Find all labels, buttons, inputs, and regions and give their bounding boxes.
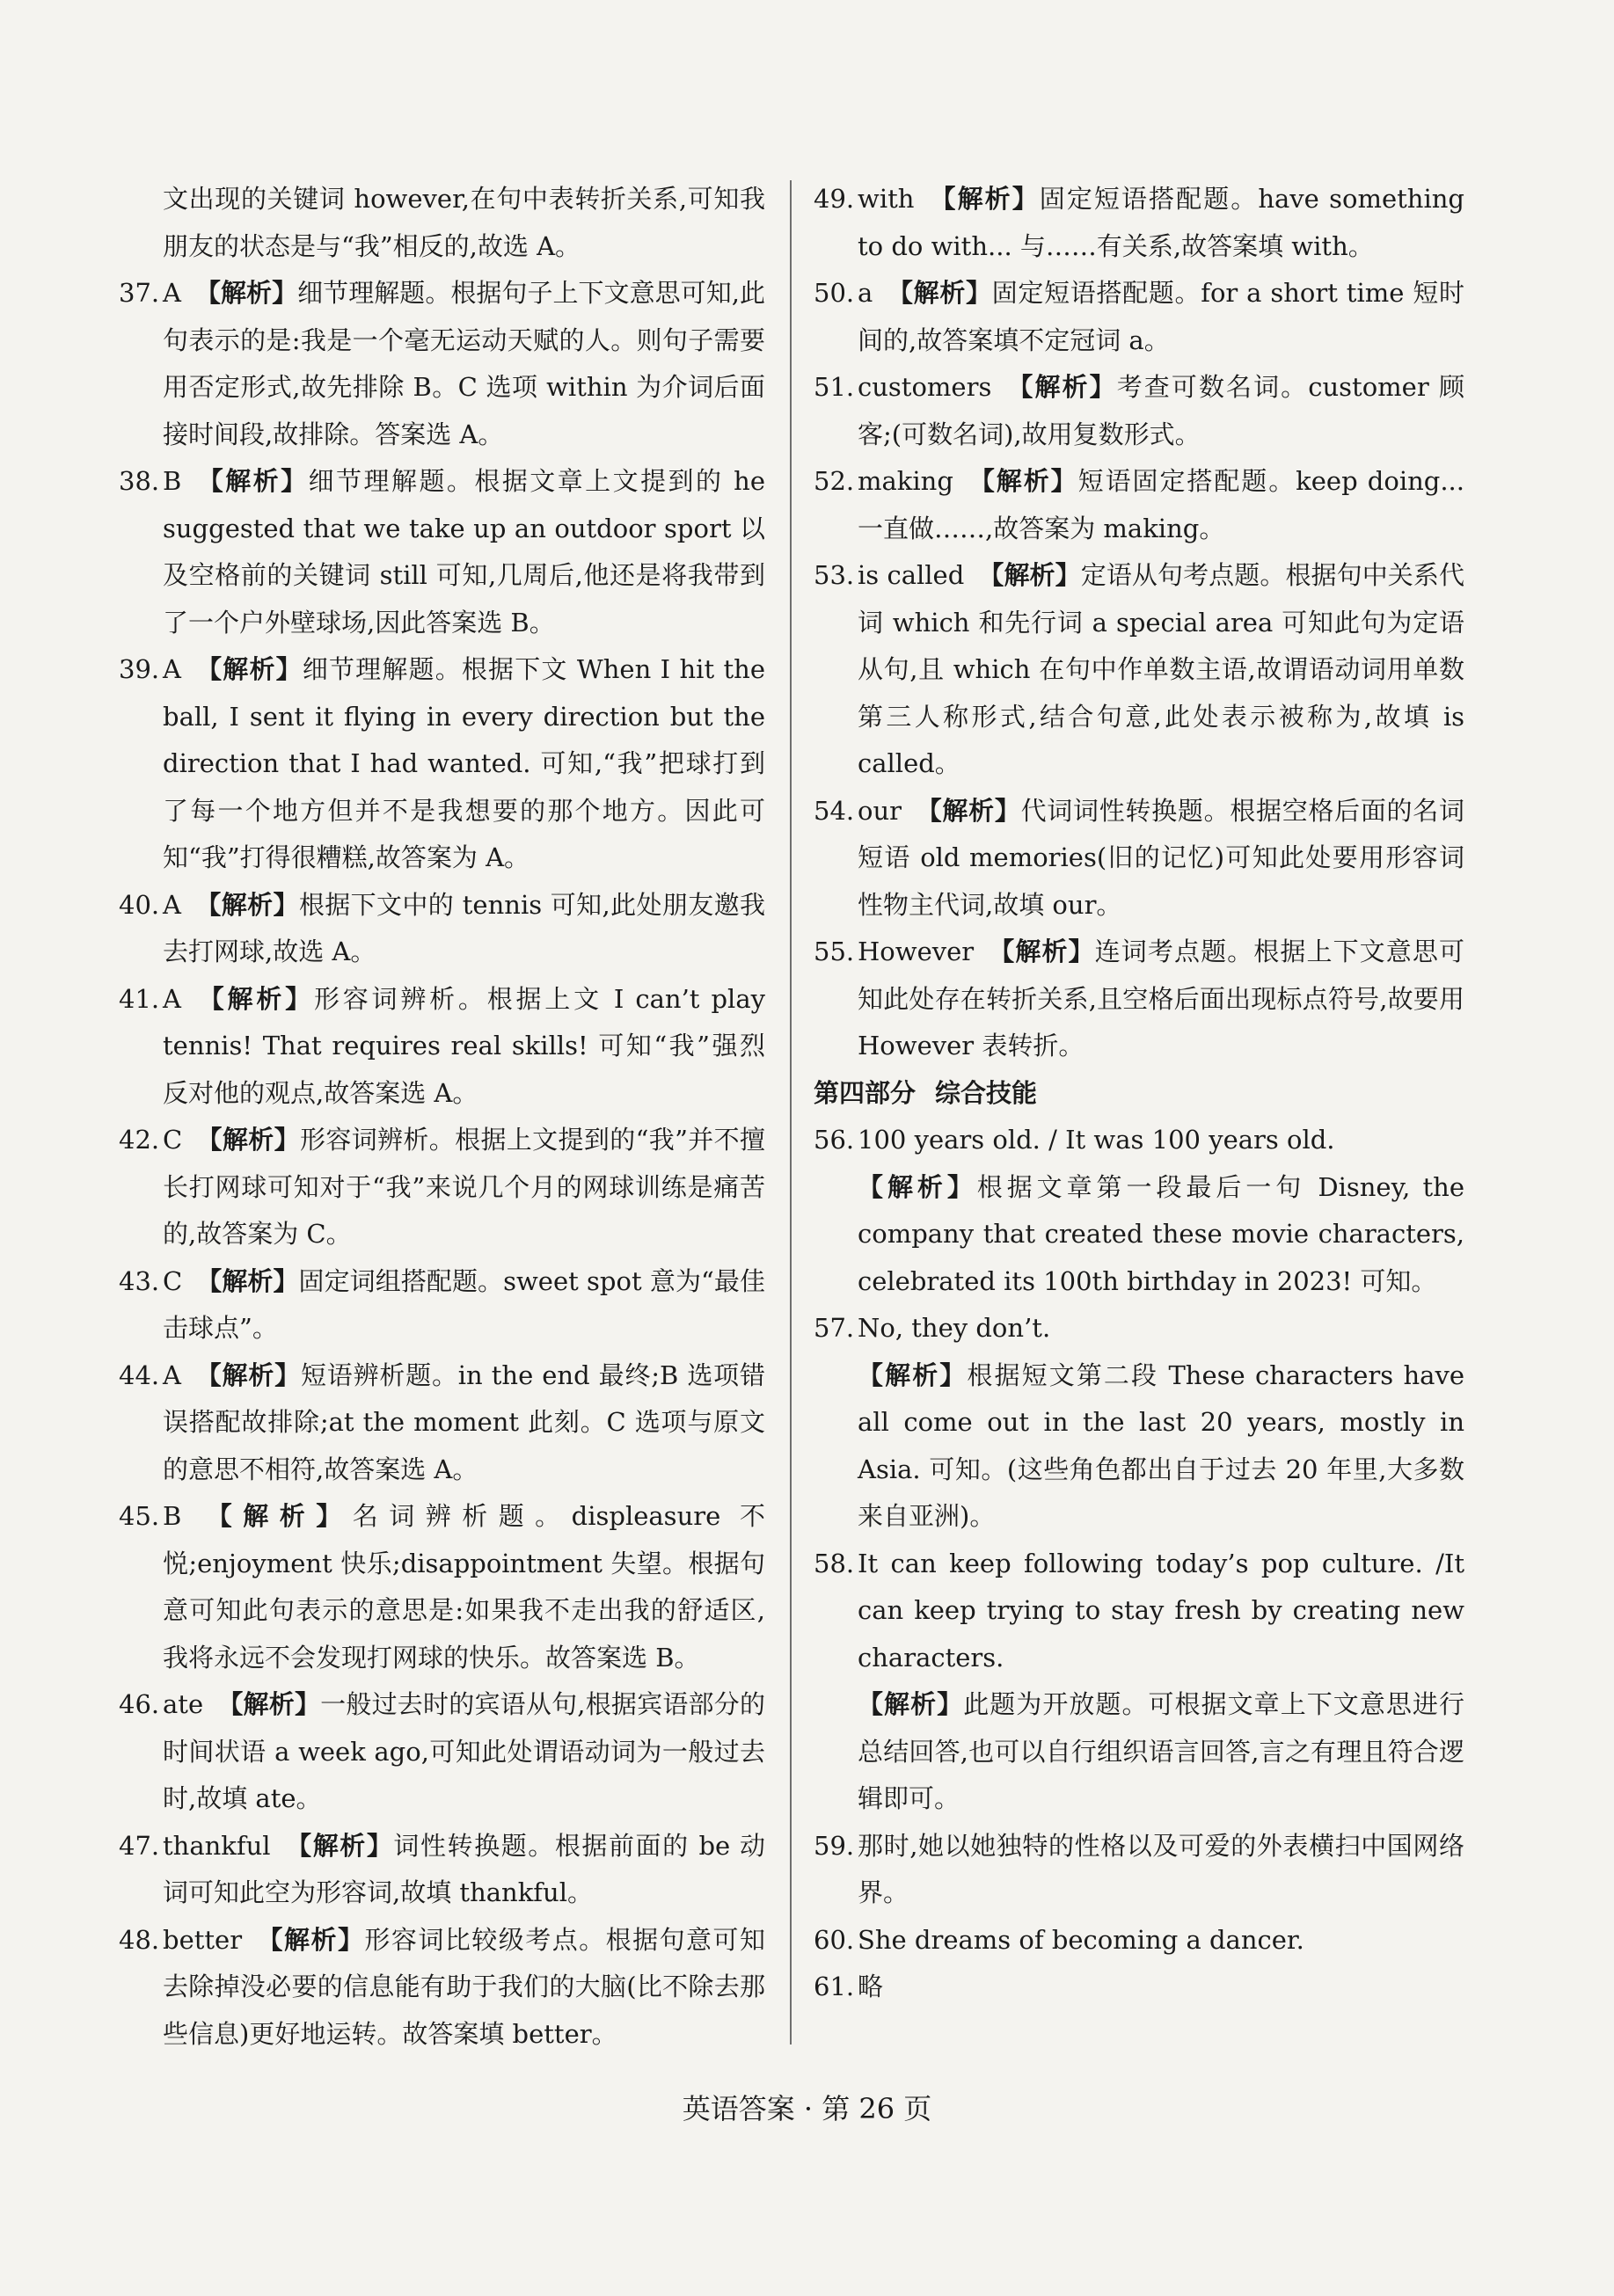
entry-46: 46. ate 【解析】一般过去时的宾语从句,根据宾语部分的时间状语 a week ago,可知此处谓语动词为一般过去时,故填 ate。 [119,1689,765,1813]
entry-40: 40. A 【解析】根据下文中的 tennis 可知,此处朋友邀我去打网球,故选 A。 [119,889,765,966]
entry-51: 51. customers 【解析】考查可数名词。customer 顾客;(可数名词),故用复数形式。 [814,372,1464,449]
entry-52: 52. making 【解析】短语固定搭配题。keep doing... 一直做……,故答案为 making。 [814,466,1464,543]
entry-49: 49. with 【解析】固定短语搭配题。have something to do with... 与……有关系,故答案填 with。 [814,184,1464,261]
left-column [119,176,765,2058]
entry-37: 37. A 【解析】细节理解题。根据句子上下文意思可知,此句表示的是:我是一个毫无运动天赋的人。则句子需要用否定形式,故先排除 B。C 选项 within 为介词后面接时间段,故排除。答案选 A。 [119,278,765,449]
entry-59: 59. 那时,她以她独特的性格以及可爱的外表横扫中国网络界。 [814,1830,1464,1907]
entry-58: 58. It can keep following today’s pop culture. /It can keep trying to stay fresh by creating new characters. [814,1548,1464,1673]
entry-42: 42. C 【解析】形容词辨析。根据上文提到的“我”并不擅长打网球可知对于“我”来说几个月的网球训练是痛苦的,故答案为 C。 [119,1125,765,1249]
entry-57: 57. No, they don’t. [814,1313,1051,1343]
entry-61: 61. 略 [814,1972,884,2001]
entry-44: 44. A 【解析】短语辨析题。in the end 最终;B 选项错误搭配故排除;at the moment 此刻。C 选项与原文的意思不相符,故答案选 A。 [119,1359,765,1484]
entry-47: 47. thankful 【解析】词性转换题。根据前面的 be 动词可知此空为形容词,故填 thankful。 [119,1830,765,1907]
entry-55: 55. However 【解析】连词考点题。根据上下文意思可知此处存在转折关系,且空格后面出现标点符号,故要用 However 表转折。 [814,937,1464,1061]
entry-45: 45. B 【解析】名词辨析题。displeasure 不悦;enjoyment 快乐;disappointment 失望。根据句意可知此句表示的意思是:如果我不走出我的舒适区,我将永远不会发现打网球的快乐。故答案选 B。 [119,1501,765,1673]
entry-54: 54. our 【解析】代词词性转换题。根据空格后面的名词短语 old memories(旧的记忆)可知此处要用形容词性物主代词,故填 our。 [814,795,1464,920]
entry-48: 48. better 【解析】形容词比较级考点。根据句意可知去除掉没必要的信息能有助于我们的大脑(比不除去那些信息)更好地运转。故答案填 better。 [119,1924,765,2049]
entry-60: 60. She dreams of becoming a dancer. [814,1924,1304,1955]
entry-39: 39. A 【解析】细节理解题。根据下文 When I hit the ball, I sent it flying in every direction but the direction that I had wanted. 可知,“我”把球打到了每一个地方但并不是我想要的那个地方。因此可知“我”打得很糟糕,故答案为 A。 [119,654,765,872]
page-footer: 英语答案 · 第 26 页 [682,2092,932,2125]
entry-53: 53. is called 【解析】定语从句考点题。根据句中关系代词 which 和先行词 a special area 可知此句为定语从句,且 which 在句中作单数主语,故谓语动词用单数第三人称形式,结合句意,此处表示被称为,故填 is called。 [814,560,1464,778]
explain-56: 【解析】根据文章第一段最后一句 Disney, the company that created these movie characters, celebrated its 100th birthday in 2023! 可知。 [858,1171,1464,1296]
entry-cont: 文出现的关键词 however,在句中表转折关系,可知我朋友的状态是与“我”相反的,故选 A。 [163,184,765,261]
right-column [814,176,1464,2011]
explain-57: 【解析】根据短文第二段 These characters have all come out in the last 20 years, mostly in Asia. 可知。(这些角色都出自于过去 20 年里,大多数来自亚洲)。 [858,1359,1464,1531]
column-divider [790,180,792,2045]
section-4-heading: 第四部分 综合技能 [814,1077,1038,1108]
entry-43: 43. C 【解析】固定词组搭配题。sweet spot 意为“最佳击球点”。 [119,1265,765,1343]
explain-58: 【解析】此题为开放题。可根据文章上下文意思进行总结回答,也可以自行组织语言回答,言之有理且符合逻辑即可。 [858,1689,1464,1813]
entry-41: 41. A 【解析】形容词辨析。根据上文 I can’t play tennis! That requires real skills! 可知“我”强烈反对他的观点,故答案选 A。 [119,983,765,1108]
entry-56: 56. 100 years old. / It was 100 years old. [814,1125,1335,1155]
entry-50: 50. a 【解析】固定短语搭配题。for a short time 短时间的,故答案填不定冠词 a。 [814,278,1464,355]
entry-38: 38. B 【解析】细节理解题。根据文章上文提到的 he suggested that we take up an outdoor sport 以及空格前的关键词 still 可知,几周后,他还是将我带到了一个户外壁球场,因此答案选 B。 [119,466,765,638]
